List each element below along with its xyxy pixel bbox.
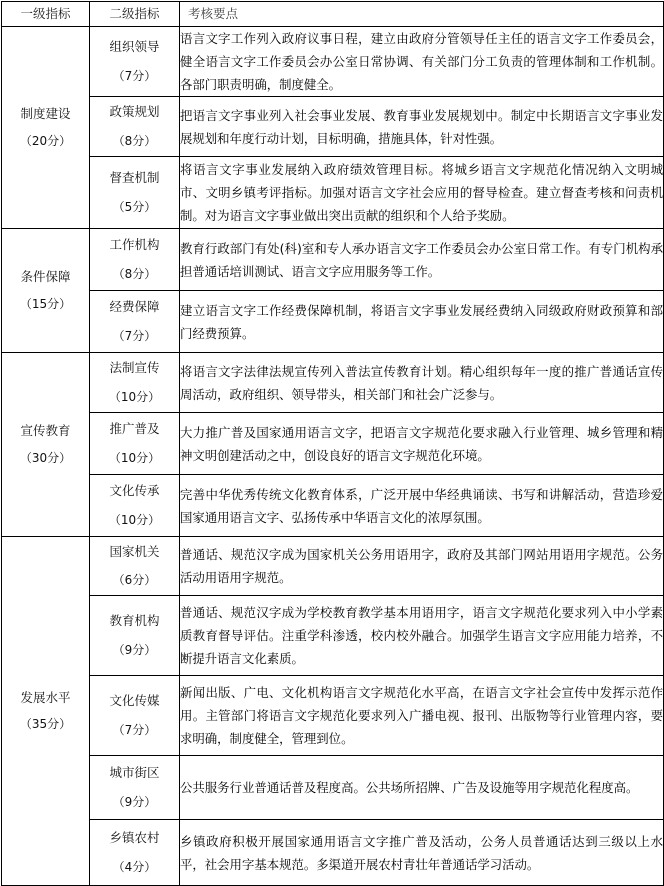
table-header-row [2,2,664,27]
level2-cell [90,97,180,157]
table-row [2,291,664,353]
table-row [2,229,664,291]
level2-cell [90,229,180,291]
level1-cell-conditions [2,229,90,353]
level2-score: （10分） [108,450,161,465]
points-cell: 语言文字工作列入政府议事日程，建立由政府分管领导任主任的语言文字工作委员会，健全语言文字工作委员会办公室日常协调、有关部门分工负责的管理体制和工作机制。各部门职责明确，制度健全。 [180,27,664,97]
points-cell: 把语言文字事业列入社会事业发展、教育事业发展规划中。制定中长期语言文字事业发展规划和年度行动计划，目标明确，措施具体，针对性强。 [180,97,664,157]
level2-score: （9分） [112,642,157,657]
level1-score: （20分） [19,133,72,148]
level2-name: 政策规划 [109,104,160,120]
table-row [2,157,664,229]
level2-cell [90,537,180,596]
level2-score: （6分） [112,573,157,588]
table-row [2,475,664,537]
table-row [2,676,664,756]
points-cell: 将语言文字事业发展纳入政府绩效管理目标。将城乡语言文字规范化情况纳入文明城市、文明乡镇考评指标。加强对语言文字社会应用的督导检查。建立督查考核和问责机制。对为语言文字事业做出突出贡献的组织和个人给予奖励。 [180,157,664,229]
level2-cell [90,596,180,676]
level2-score: （10分） [108,389,161,404]
column-header-points: 考核要点 [180,2,664,27]
level1-name: 宣传教育 [20,423,71,439]
level1-name: 制度建设 [20,106,71,122]
level2-cell [90,27,180,97]
level2-name: 组织领导 [109,39,160,55]
level2-score: （8分） [112,133,157,148]
table-row [2,27,664,97]
points-cell: 大力推广普及国家通用语言文字，把语言文字规范化要求融入行业管理、城乡管理和精神文明创建活动之中，创设良好的语言文字规范化环境。 [180,413,664,475]
points-cell: 公共服务行业普通话普及程度高。公共场所招牌、广告及设施等用字规范化程度高。 [180,756,664,820]
points-cell: 普通话、规范汉字成为国家机关公务用语用字，政府及其部门网站用语用字规范。公务活动用语用字规范。 [180,537,664,596]
table-row [2,97,664,157]
level2-score: （7分） [112,328,157,343]
points-cell: 建立语言文字工作经费保障机制，将语言文字事业发展经费纳入同级政府财政预算和部门经费预算。 [180,291,664,353]
table-row [2,596,664,676]
level2-score: （4分） [112,859,157,874]
level2-score: （7分） [112,68,157,83]
level2-score: （7分） [112,722,157,737]
level1-name: 条件保障 [20,269,71,285]
level2-score: （9分） [112,794,157,809]
points-cell: 普通话、规范汉字成为学校教育教学基本用语用字，语言文字规范化要求列入中小学素质教育督导评估。注重学科渗透，校内校外融合。加强学生语言文字应用能力培养，不断提升语言文化素质。 [180,596,664,676]
column-header-level1: 一级指标 [2,2,90,27]
level2-name: 国家机关 [109,543,160,559]
points-cell: 完善中华优秀传统文化教育体系，广泛开展中华经典诵读、书写和讲解活动，营造珍爱国家通用语言文字、弘扬传承中华语言文化的浓厚氛围。 [180,475,664,537]
level1-score: （15分） [19,296,72,311]
level1-score: （30分） [19,450,72,465]
level2-name: 教育机构 [109,613,160,629]
level2-cell [90,756,180,820]
points-cell: 乡镇政府积极开展国家通用语言文字推广普及活动，公务人员普通话达到三级以上水平，社会用字基本规范。多渠道开展农村青壮年普通话学习活动。 [180,820,664,886]
column-header-level2: 二级指标 [90,2,180,27]
level2-cell [90,820,180,886]
evaluation-indicator-table [1,1,664,886]
level2-score: （5分） [112,199,157,214]
table-row [2,537,664,596]
level2-cell [90,475,180,537]
table-row [2,756,664,820]
table-row [2,413,664,475]
level2-name: 文化传媒 [109,693,160,709]
level2-name: 法制宣传 [109,360,160,376]
level2-name: 文化传承 [109,483,160,499]
level2-name: 督查机制 [109,170,160,186]
table-body [2,27,664,886]
table-row [2,820,664,886]
level1-cell-institutional [2,27,90,229]
level2-cell [90,291,180,353]
level2-name: 城市街区 [109,765,160,781]
level2-cell [90,676,180,756]
level1-score: （35分） [19,717,72,732]
level2-name: 推广普及 [109,421,160,437]
level2-score: （10分） [108,512,161,527]
level2-cell [90,157,180,229]
level1-name: 发展水平 [20,689,71,705]
level1-cell-publicity [2,353,90,537]
level2-name: 经费保障 [109,299,160,315]
points-cell: 将语言文字法律法规宣传列入普法宣传教育计划。精心组织每年一度的推广普通话宣传周活动，政府组织、领导带头，相关部门和社会广泛参与。 [180,353,664,413]
table-row [2,353,664,413]
points-cell: 教育行政部门有处(科)室和专人承办语言文字工作委员会办公室日常工作。有专门机构承担普通话培训测试、语言文字应用服务等工作。 [180,229,664,291]
table-header [2,2,664,27]
level2-cell [90,413,180,475]
level1-cell-development [2,537,90,886]
level2-name: 工作机构 [109,237,160,253]
points-cell: 新闻出版、广电、文化机构语言文字规范化水平高，在语言文字社会宣传中发挥示范作用。主管部门将语言文字规范化要求列入广播电视、报刊、出版物等行业管理内容，要求明确，制度健全，管理到位。 [180,676,664,756]
level2-name: 乡镇农村 [109,830,160,846]
level2-score: （8分） [112,266,157,281]
level2-cell [90,353,180,413]
